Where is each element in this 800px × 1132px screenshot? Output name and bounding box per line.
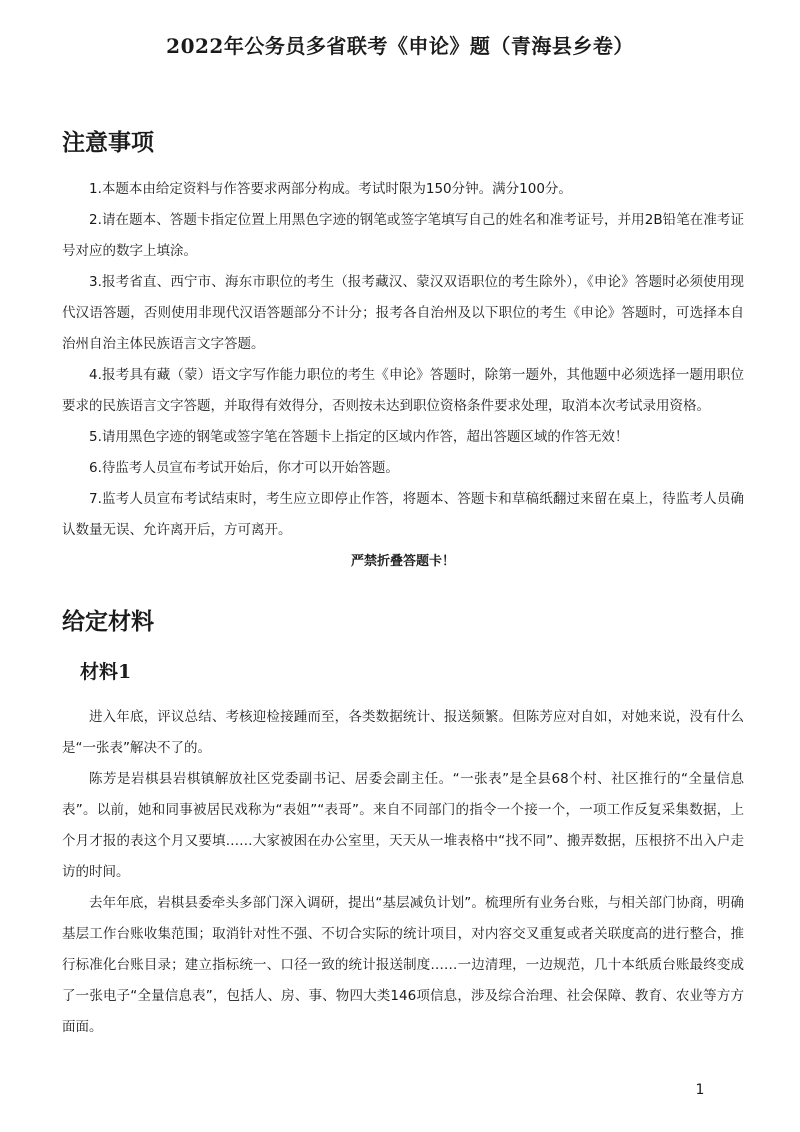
notice-item-6: 6.待监考人员宣布考试开始后，你才可以开始答题。 (89, 460, 399, 476)
material-1-title: 材料1 (80, 661, 132, 683)
material-1-body (62, 702, 744, 1043)
notice-item-1: 1.本题本由给定资料与作答要求两部分构成。考试时限为150分钟。满分100分。 (89, 181, 572, 197)
notice-item-3: 3.报考省直、西宁市、海东市职位的考生（报考藏汉、蒙汉双语职位的考生除外），《申论》答题时必须使用现代汉语答题，否则使用非现代汉语答题部分不计分；报考各自治州及以下职位的考生《申论》答题时，可选择本自治州自治主体民族语言文字答题。 (62, 274, 744, 352)
material-1-paragraph-3: 去年年底，岩棋县委牵头多部门深入调研，提出“基层减负计划”。梳理所有业务台账，与相关部门协商，明确基层工作台账收集范围；取消针对性不强、不切合实际的统计项目，对内容交叉重复或者关联度高的进行整合，推行标准化台账目录；建立指标统一、口径一致的统计报送制度……一边清理，一边规范，几十本纸质台账最终变成了一张电子“全量信息表”，包括人、房、事、物四大类146项信息，涉及综合治理、社会保障、教育、农业等方方面面。 (62, 895, 744, 1035)
warning-text: 严禁折叠答题卡！ (350, 554, 455, 569)
notice-item-5: 5.请用黑色字迹的钢笔或签字笔在答题卡上指定的区域内作答，超出答题区域的作答无效！ (89, 429, 629, 445)
notice-item-7: 7.监考人员宣布考试结束时，考生应立即停止作答，将题本、答题卡和草稿纸翻过来留在桌上，待监考人员确认数量无误、允许离开后，方可离开。 (62, 491, 744, 538)
material-1-paragraph-1: 进入年底，评议总结、考核迎检接踵而至，各类数据统计、报送频繁。但陈芳应对自如，对她来说，没有什么是“一张表”解决不了的。 (62, 709, 744, 756)
material-1-paragraph-2: 陈芳是岩棋县岩棋镇解放社区党委副书记、居委会副主任。“一张表”是全县68个村、社区推行的“全量信息表”。以前，她和同事被居民戏称为“表姐”“表哥”。来自不同部门的指令一个接一个，一项工作反复采集数据，上个月才报的表这个月又要填……大家被困在办公室里，天天从一堆表格中“找不同”、搬弄数据，压根挤不出入户走访的时间。 (62, 771, 744, 880)
notice-heading: 注意事项 (62, 130, 154, 156)
notice-item-2: 2.请在题本、答题卡指定位置上用黑色字迹的钢笔或签字笔填写自己的姓名和准考证号，并用2B铅笔在准考证号对应的数字上填涂。 (62, 212, 744, 259)
page-number: 1 (695, 1082, 705, 1098)
materials-heading: 给定材料 (62, 609, 154, 635)
notice-item-4: 4.报考具有藏（蒙）语文字写作能力职位的考生《申论》答题时，除第一题外，其他题中必须选择一题用职位要求的民族语言文字答题，并取得有效得分，否则按未达到职位资格条件要求处理，取消本次考试录用资格。 (62, 367, 744, 414)
document-title: 2022年公务员多省联考《申论》题（青海县乡卷） (166, 34, 634, 58)
notice-list (62, 174, 744, 577)
